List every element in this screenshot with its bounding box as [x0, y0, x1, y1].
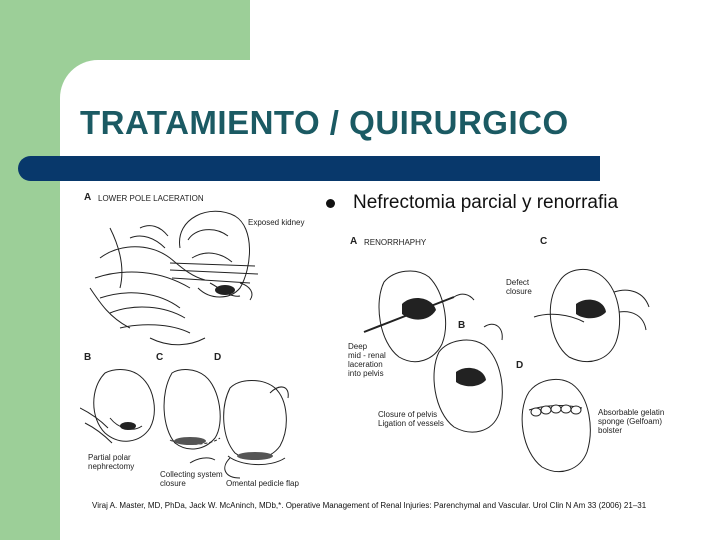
right-fig-label-deep-4: into pelvis [348, 369, 384, 378]
left-fig-label-partial-2: nephrectomy [88, 462, 135, 471]
left-fig-label-collecting-2: closure [160, 479, 186, 488]
bullet-dot-icon [326, 199, 335, 208]
right-fig-letter-d: D [516, 360, 524, 371]
left-fig-title-a: LOWER POLE LACERATION [98, 194, 204, 203]
right-fig-letter-b: B [458, 320, 466, 331]
right-fig-title-a: RENORRHAPHY [364, 238, 427, 247]
right-fig-label-deep-3: laceration [348, 360, 383, 369]
right-fig-letter-c: C [540, 236, 548, 247]
left-fig-letter-c: C [156, 352, 164, 363]
left-fig-letter-a: A [84, 192, 92, 203]
right-figure-illustration [344, 232, 664, 482]
left-fig-label-partial-1: Partial polar [88, 453, 131, 462]
right-fig-label-absorbable-2: sponge (Gelfoam) [598, 417, 663, 426]
left-fig-letter-b: B [84, 352, 92, 363]
right-fig-label-absorbable-1: Absorbable gelatin [598, 408, 665, 417]
right-fig-letter-a: A [350, 236, 358, 247]
right-fig-label-absorbable-3: bolster [598, 426, 623, 435]
right-fig-label-deep-2: mid - renal [348, 351, 386, 360]
left-fig-label-exposed: Exposed kidney [248, 218, 305, 227]
left-fig-label-collecting-1: Collecting system [160, 470, 223, 479]
right-fig-label-closure-1: Closure of pelvis [378, 410, 438, 419]
slide-title: TRATAMIENTO / QUIRURGICO [80, 104, 569, 141]
left-surgical-figure [80, 188, 305, 490]
right-surgical-figure [344, 232, 664, 482]
right-fig-label-deep-1: Deep [348, 342, 368, 351]
right-fig-label-defect-1: Defect [506, 278, 530, 287]
left-fig-label-omental: Omental pedicle flap [226, 479, 299, 488]
bullet-text: Nefrectomia parcial y renorrafia [353, 192, 619, 213]
left-fig-letter-d: D [214, 352, 222, 363]
left-figure-illustration [80, 188, 305, 490]
right-fig-label-closure-2: Ligation of vessels [378, 419, 444, 428]
title-underline-bar [18, 156, 600, 181]
citation-text: Viraj A. Master, MD, PhDa, Jack W. McAninch, MDb,*. Operative Management of Renal Injuries: Parenchymal and Vascular. Urol Clin N Am 33 (2006) 21–31 [92, 501, 647, 510]
right-fig-label-defect-2: closure [506, 287, 532, 296]
bullet-item [326, 192, 618, 214]
